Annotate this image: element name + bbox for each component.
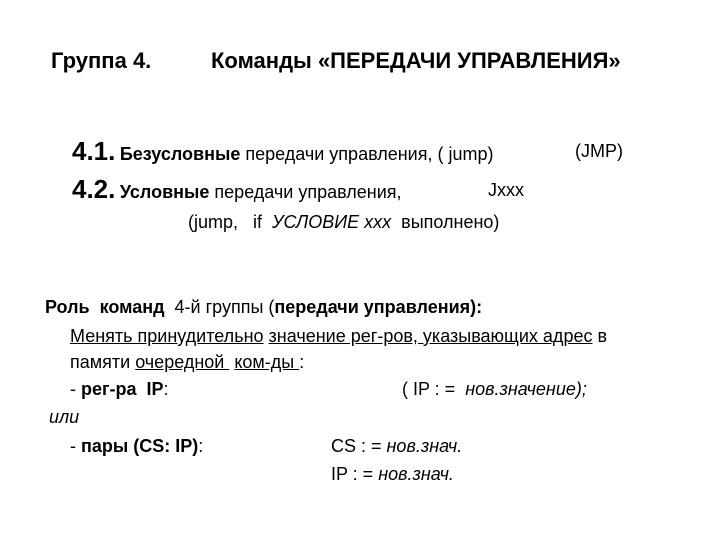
item-4-1-bold: Безусловные <box>119 144 241 164</box>
ip2-assignment <box>331 464 454 485</box>
cs-assign-text: CS : = <box>331 436 387 456</box>
condition-italic: УСЛОВИЕ xxx <box>272 212 392 232</box>
item-4-2 <box>72 174 402 205</box>
role-heading <box>45 297 482 318</box>
condition-line <box>188 212 499 233</box>
pair-bold: пары (CS: IP) <box>81 436 199 456</box>
role-bold: Роль команд <box>45 297 165 317</box>
ip2-assign-text: IP : = <box>331 464 379 484</box>
role-bold-2: передачи управления <box>274 297 471 317</box>
role-line-2 <box>70 352 304 373</box>
pair-line <box>70 436 203 457</box>
pair-colon: : <box>198 436 204 456</box>
register-ip-colon: : <box>163 379 169 399</box>
ip-assignment <box>402 379 587 400</box>
role-line-2-t3: : <box>299 352 305 372</box>
role-line-2-u2: ком-ды <box>234 352 300 372</box>
cs-assign-value: нов.знач. <box>386 436 463 456</box>
or-label: или <box>49 407 80 427</box>
role-line-2-t1: памяти <box>70 352 136 372</box>
pair-prefix: - <box>70 436 81 456</box>
condition-prefix: (jump, if <box>188 212 273 232</box>
title-group: Группа 4. <box>51 48 152 73</box>
item-4-2-text: передачи управления, <box>209 182 402 202</box>
register-ip-bold: рег-ра IP <box>81 379 164 399</box>
ip-assign-text: ( IP : = <box>402 379 466 399</box>
item-4-1-code: (JMP) <box>575 141 623 161</box>
cs-assignment <box>331 436 462 457</box>
role-line-1 <box>70 326 607 347</box>
condition-suffix: выполнено) <box>391 212 500 232</box>
item-4-1-number: 4.1. <box>72 136 116 166</box>
title-commands: Команды «ПЕРЕДАЧИ УПРАВЛЕНИЯ» <box>211 48 621 73</box>
item-4-1 <box>72 136 494 167</box>
register-ip-prefix: - <box>70 379 81 399</box>
item-4-2-code: Jxxx <box>488 180 524 200</box>
item-4-2-bold: Условные <box>119 182 210 202</box>
role-line-1-t2: в <box>592 326 608 346</box>
item-4-2-number: 4.2. <box>72 174 116 204</box>
role-line-2-u1: очередной <box>135 352 230 372</box>
register-ip-line <box>70 379 169 400</box>
item-4-1-text: передачи управления, ( jump) <box>240 144 494 164</box>
role-text: 4-й группы ( <box>164 297 275 317</box>
role-bold-3: ): <box>470 297 483 317</box>
role-line-1-u2: значение рег-ров, указывающих адрес <box>268 326 593 346</box>
ip2-assign-value: нов.знач. <box>378 464 454 484</box>
role-line-1-u1: Менять принудительно <box>70 326 264 346</box>
ip-assign-value: нов.значение); <box>465 379 587 399</box>
